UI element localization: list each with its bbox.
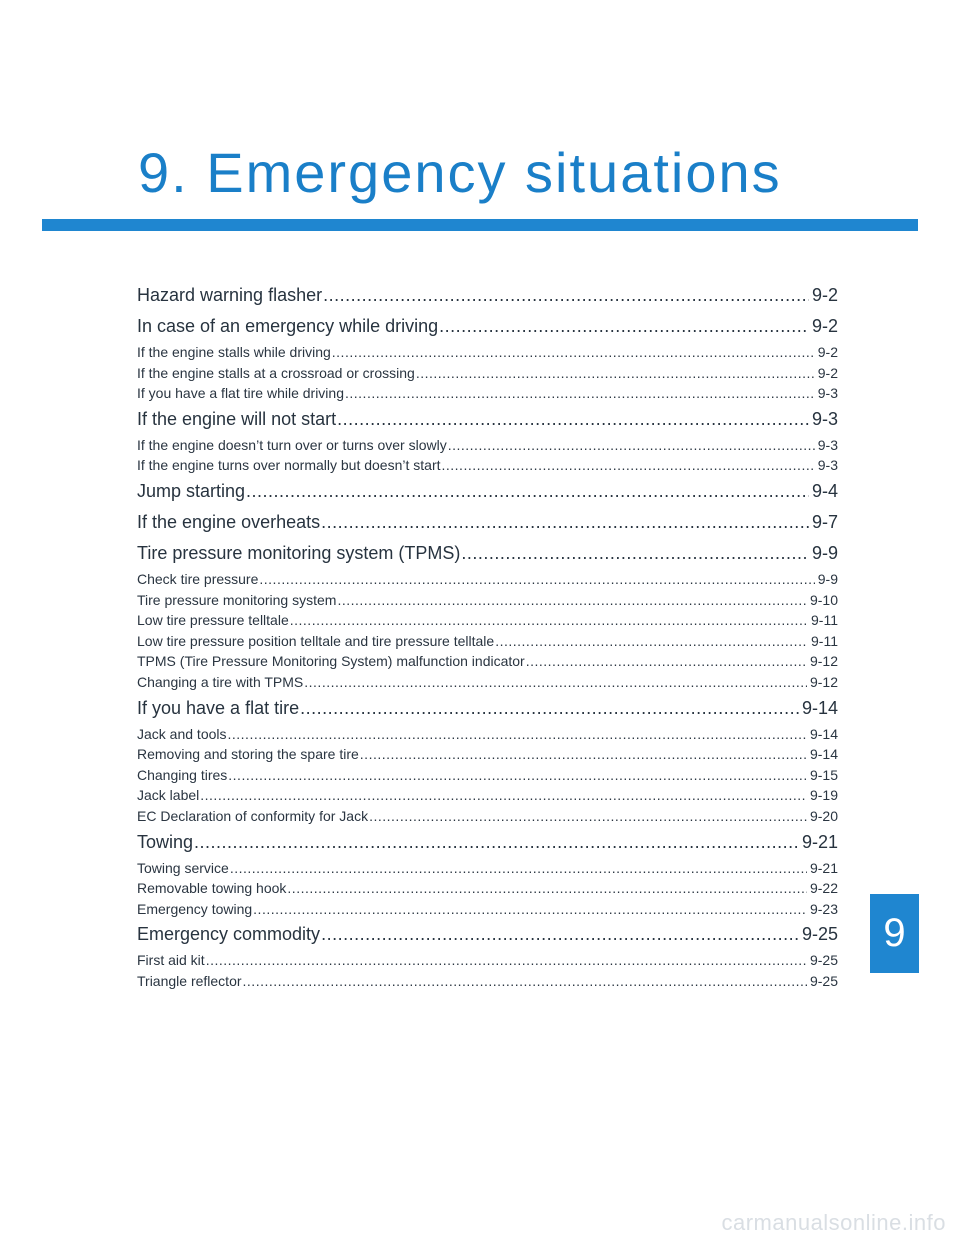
toc-subsection[interactable]	[137, 631, 838, 652]
toc-entry-title: TPMS (Tire Pressure Monitoring System) malfunction indicator	[137, 653, 525, 670]
toc-subsection[interactable]	[137, 610, 838, 631]
toc-page-number: 9-3	[817, 385, 838, 402]
toc-leader-dots	[448, 435, 815, 456]
toc-section[interactable]	[137, 507, 838, 538]
toc-entry-title: If you have a flat tire while driving	[137, 385, 344, 402]
toc-entry-title: Hazard warning flasher	[137, 285, 323, 305]
toc-entry-title: Jump starting	[137, 480, 246, 501]
toc-entry-title: Check tire pressure	[137, 570, 259, 587]
toc-leader-dots	[461, 538, 809, 569]
toc-page-number: 9-12	[809, 653, 838, 670]
toc-leader-dots	[442, 455, 815, 476]
toc-page-number: 9-21	[809, 859, 838, 876]
toc-entry-title: Changing a tire with TPMS	[137, 673, 304, 690]
toc-section[interactable]	[137, 919, 838, 950]
toc-leader-dots	[337, 590, 807, 611]
toc-entry-title: Tire pressure monitoring system (TPMS)	[137, 542, 461, 563]
toc-leader-dots	[323, 280, 809, 311]
toc-subsection[interactable]	[137, 342, 838, 363]
toc-page-number: 9-3	[817, 436, 838, 453]
toc-entry-title: If the engine doesn’t turn over or turns over slowly	[137, 436, 447, 453]
toc-page-number: 9-19	[809, 787, 838, 804]
toc-subsection[interactable]	[137, 651, 838, 672]
toc-page-number: 9-20	[809, 807, 838, 824]
toc-page-number: 9-10	[809, 591, 838, 608]
toc-page-number: 9-7	[811, 511, 838, 532]
toc-leader-dots	[259, 569, 814, 590]
toc-subsection[interactable]	[137, 950, 838, 971]
toc-entry-title: If you have a flat tire	[137, 697, 300, 718]
toc-entry-title: If the engine stalls at a crossroad or crossing	[137, 364, 415, 381]
toc-entry-title: Low tire pressure telltale	[137, 612, 289, 629]
toc-subsection[interactable]	[137, 724, 838, 745]
toc-leader-dots	[337, 404, 809, 435]
toc-subsection[interactable]	[137, 569, 838, 590]
toc-subsection[interactable]	[137, 363, 838, 384]
page-title: 9. Emergency situations	[138, 141, 782, 204]
toc-page-number: 9-2	[817, 364, 838, 381]
toc-section[interactable]	[137, 404, 838, 435]
toc-leader-dots	[246, 476, 809, 507]
toc-leader-dots	[200, 785, 807, 806]
toc-leader-dots	[228, 765, 807, 786]
toc-subsection[interactable]	[137, 590, 838, 611]
toc-leader-dots	[439, 311, 809, 342]
toc-section[interactable]	[137, 476, 838, 507]
toc-page-number: 9-25	[801, 924, 838, 945]
toc-page-number: 9-14	[809, 725, 838, 742]
toc-entry-title: Removing and storing the spare tire	[137, 746, 359, 763]
toc-leader-dots	[345, 383, 815, 404]
toc-entry-title: Towing service	[137, 859, 229, 876]
toc-page-number: 9-22	[809, 880, 838, 897]
toc-leader-dots	[206, 950, 807, 971]
toc-page-number: 9-23	[809, 900, 838, 917]
toc-page-number: 9-15	[809, 766, 838, 783]
toc-entry-title: If the engine will not start	[137, 408, 337, 429]
toc-entry-title: First aid kit	[137, 952, 205, 969]
toc-leader-dots	[332, 342, 815, 363]
toc-entry-title: Jack and tools	[137, 725, 227, 742]
toc-subsection[interactable]	[137, 806, 838, 827]
toc-leader-dots	[290, 610, 808, 631]
toc-leader-dots	[230, 858, 807, 879]
toc-section[interactable]	[137, 538, 838, 569]
toc-page-number: 9-2	[811, 316, 838, 336]
toc-entry-title: Triangle reflector	[137, 972, 242, 989]
toc-leader-dots	[360, 744, 807, 765]
toc-entry-title: If the engine overheats	[137, 511, 321, 532]
toc-subsection[interactable]	[137, 744, 838, 765]
toc-leader-dots	[300, 693, 799, 724]
toc-subsection[interactable]	[137, 785, 838, 806]
toc-page-number: 9-11	[811, 632, 838, 649]
toc-section[interactable]	[137, 311, 838, 342]
toc-subsection[interactable]	[137, 455, 838, 476]
toc-page-number: 9-11	[811, 612, 838, 629]
toc-entry-title: Removable towing hook	[137, 880, 287, 897]
title-rule	[42, 219, 918, 231]
table-of-contents	[137, 280, 838, 991]
toc-leader-dots	[228, 724, 807, 745]
toc-page-number: 9-2	[817, 344, 838, 360]
toc-entry-title: In case of an emergency while driving	[137, 316, 439, 336]
toc-leader-dots	[243, 971, 807, 992]
toc-entry-title: Changing tires	[137, 766, 228, 783]
toc-entry-title: Jack label	[137, 787, 200, 804]
toc-leader-dots	[287, 878, 807, 899]
toc-entry-title: Emergency towing	[137, 900, 253, 917]
toc-section[interactable]	[137, 693, 838, 724]
toc-page-number: 9-3	[811, 408, 838, 429]
toc-leader-dots	[194, 827, 799, 858]
toc-section[interactable]	[137, 280, 838, 311]
toc-subsection[interactable]	[137, 672, 838, 693]
toc-entry-title: EC Declaration of conformity for Jack	[137, 807, 369, 824]
chapter-tab[interactable]: 9	[870, 894, 919, 973]
toc-page-number: 9-9	[817, 570, 838, 587]
toc-page-number: 9-14	[809, 746, 838, 763]
toc-section[interactable]	[137, 827, 838, 858]
toc-page-number: 9-4	[811, 480, 838, 501]
toc-leader-dots	[495, 631, 808, 652]
toc-subsection[interactable]	[137, 765, 838, 786]
toc-page-number: 9-2	[811, 285, 838, 305]
toc-page-number: 9-25	[809, 972, 838, 989]
toc-page-number: 9-14	[801, 697, 838, 718]
toc-entry-title: Emergency commodity	[137, 924, 321, 945]
toc-entry-title: Tire pressure monitoring system	[137, 591, 337, 608]
toc-subsection[interactable]	[137, 858, 838, 879]
toc-subsection[interactable]	[137, 878, 838, 899]
toc-entry-title: If the engine stalls while driving	[137, 344, 331, 360]
toc-entry-title: If the engine turns over normally but doesn’t start	[137, 457, 441, 474]
toc-entry-title: Low tire pressure position telltale and tire pressure telltale	[137, 632, 495, 649]
toc-page-number: 9-21	[801, 831, 838, 852]
toc-subsection[interactable]	[137, 383, 838, 404]
toc-page-number: 9-25	[809, 952, 838, 969]
toc-leader-dots	[369, 806, 807, 827]
toc-entry-title: Towing	[137, 831, 194, 852]
toc-subsection[interactable]	[137, 899, 838, 920]
watermark: carmanualsonline.info	[721, 1210, 946, 1235]
toc-leader-dots	[416, 363, 815, 384]
toc-leader-dots	[253, 899, 807, 920]
toc-leader-dots	[321, 507, 809, 538]
toc-page-number: 9-9	[811, 542, 838, 563]
toc-leader-dots	[526, 651, 807, 672]
toc-subsection[interactable]	[137, 435, 838, 456]
toc-page-number: 9-12	[809, 673, 838, 690]
toc-leader-dots	[304, 672, 807, 693]
toc-subsection[interactable]	[137, 971, 838, 992]
toc-leader-dots	[321, 919, 799, 950]
toc-page-number: 9-3	[817, 457, 838, 474]
